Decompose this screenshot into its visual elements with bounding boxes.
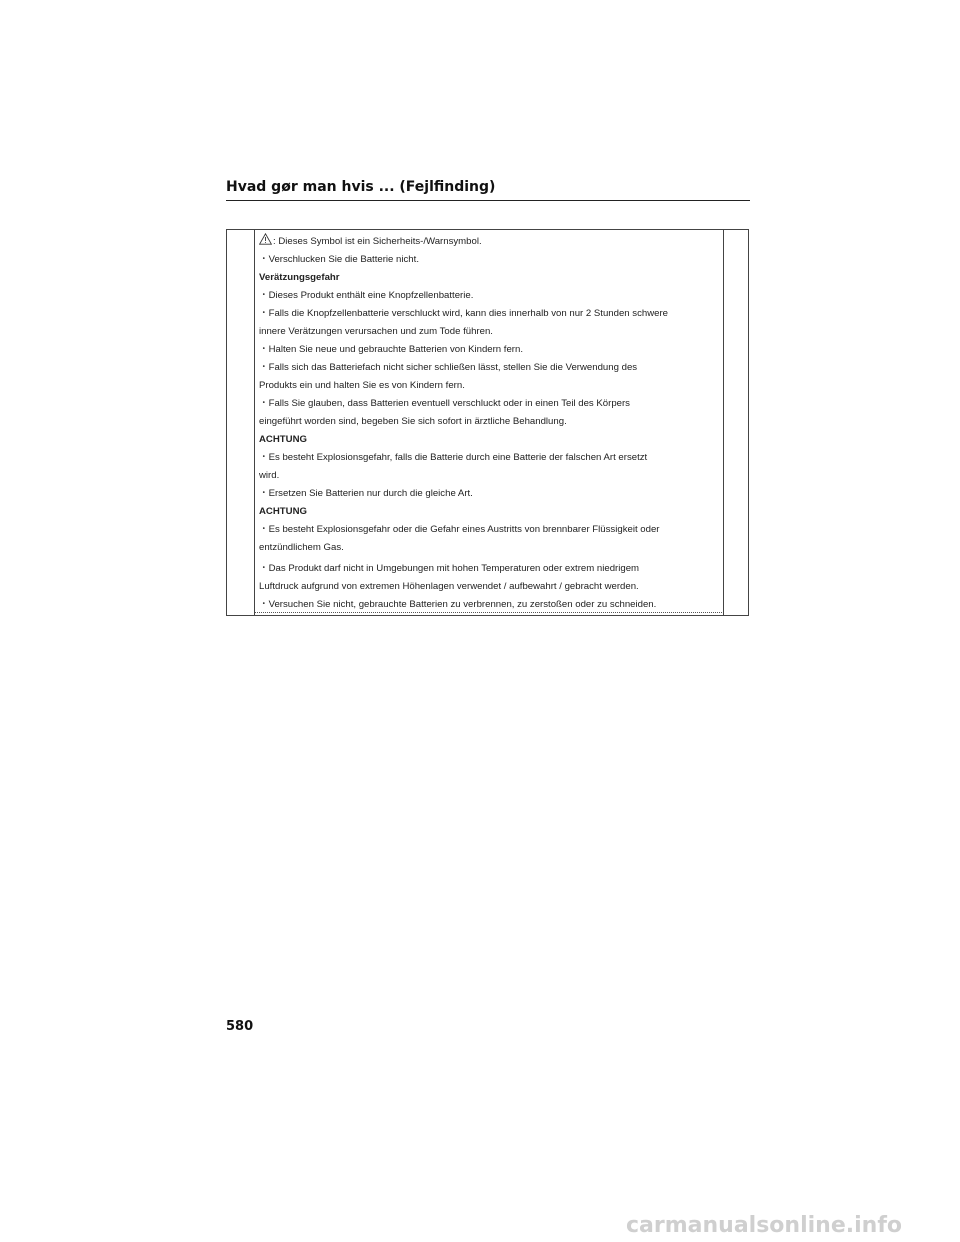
symbol-note-text: : Dieses Symbol ist ein Sicherheits-/Warnsymbol.	[273, 236, 482, 247]
warning-heading: Verätzungsgefahr	[259, 272, 340, 283]
warning-heading: ACHTUNG	[259, 506, 307, 517]
warning-line: ・Es besteht Explosionsgefahr oder die Gefahr eines Austritts von brennbarer Flüssigkeit oder	[259, 524, 660, 535]
warning-line: ・Falls Sie glauben, dass Batterien eventuell verschluckt oder in einen Teil des Körpers	[259, 398, 630, 409]
warning-triangle-icon	[259, 233, 272, 245]
warning-line: ・Verschlucken Sie die Batterie nicht.	[259, 254, 419, 265]
warning-line: wird.	[259, 470, 280, 481]
warning-line: ・Dieses Produkt enthält eine Knopfzellenbatterie.	[259, 290, 474, 301]
section-title: Hvad gør man hvis ... (Fejlfinding)	[226, 179, 496, 195]
page-header	[226, 178, 750, 201]
warning-line: innere Verätzungen verursachen und zum Tode führen.	[259, 326, 493, 337]
warning-line: ・Das Produkt darf nicht in Umgebungen mit hohen Temperaturen oder extrem niedrigem	[259, 563, 640, 574]
box-divider-left	[254, 230, 255, 615]
warning-line: Produkts ein und halten Sie es von Kindern fern.	[259, 380, 465, 391]
warning-line: ・Falls die Knopfzellenbatterie verschluckt wird, kann dies innerhalb von nur 2 Stunden schwere	[259, 308, 669, 319]
warning-line: ・Falls sich das Batteriefach nicht sicher schließen lässt, stellen Sie die Verwendung des	[259, 362, 638, 373]
watermark-logo: carmanualsonline.info	[626, 1213, 902, 1238]
warning-line: entzündlichem Gas.	[259, 542, 344, 553]
warning-line: eingeführt worden sind, begeben Sie sich sofort in ärztliche Behandlung.	[259, 416, 567, 427]
warning-line: ・Es besteht Explosionsgefahr, falls die Batterie durch eine Batterie der falschen Art ersetzt	[259, 452, 648, 463]
bottom-dotted-rule	[255, 612, 722, 613]
battery-warning-box	[226, 229, 749, 616]
page-number: 580	[226, 1019, 254, 1034]
symbol-note-line	[259, 233, 719, 251]
warning-line: ・Ersetzen Sie Batterien nur durch die gleiche Art.	[259, 488, 473, 499]
warning-line: ・Versuchen Sie nicht, gebrauchte Batterien zu verbrennen, zu zerstoßen oder zu schneiden.	[259, 599, 657, 610]
warning-line: ・Halten Sie neue und gebrauchte Batterien von Kindern fern.	[259, 344, 524, 355]
warning-heading: ACHTUNG	[259, 434, 307, 445]
warning-line: Luftdruck aufgrund von extremen Höhenlagen verwendet / aufbewahrt / gebracht werden.	[259, 581, 639, 592]
box-divider-right	[723, 230, 724, 615]
warning-text-block	[259, 233, 719, 614]
